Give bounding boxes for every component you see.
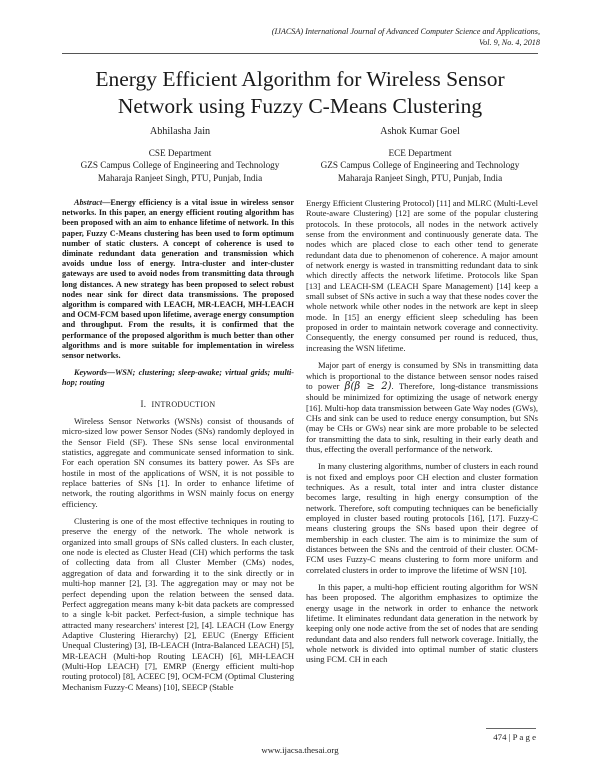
section-heading (62, 399, 294, 410)
author-block (60, 126, 540, 183)
title-line-2: Network using Fuzzy C-Means Clustering (117, 94, 483, 118)
author-1 (60, 126, 300, 184)
title-line-1: Energy Efficient Algorithm for Wireless Sensor (95, 67, 505, 91)
footer-divider (486, 728, 536, 729)
paragraph-text: . Therefore, long-distance transmissions should be minimized for optimizing the usage of network energy [16]. Multi-hop data transmission between Gate Way nodes (GWs), CHs and sink can be used to reduce energy consumption, but SNs (may be CHs or GWs) near sink are more probable to be selected for transmitting the data to sink, resulting in their early death and thus, effecting the overall performance of the network. (306, 380, 539, 454)
author-university: Maharaja Ranjeet Singh, PTU, Punjab, India (97, 172, 263, 183)
author-college: GZS Campus College of Engineering and Technology (80, 160, 280, 170)
author-college: GZS Campus College of Engineering and Technology (320, 160, 520, 170)
paragraph: Clustering is one of the most effective techniques in routing to preserve the energy of the network. The whole network is organized into small groups of SNs called clusters. In each cluster, one node is elected as Cluster Head (CH) which performs the task of collecting data from all Cluster Member (CMs) nodes, aggregation of data and forwarding it to the sink directly or in multi-hop manner [2], [3]. The aggregation may or may not be perfect depending upon the relation between the sensed data. Perfect aggregation means many k-bit data packets are compressed to a single k-bit packet. Perfect-fusion, a simple technique has attracted many researchers' interest [2], [4]. LEACH (Low Energy Adaptive Clustering Hierarchy) [2], EEUC (Energy Efficient Unequal Clustering) [3], IB-LEACH (Intra-Balanced LEACH) [5], MR-LEACH (Multi-hop Routing LEACH) [6], MH-LEACH (Multi-Hop LEACH) [7], EMRP (Energy efficient multi-hop routing protocol) [8], ACEEC [9], OCM-FCM (Optimal Clustering Mechanism Fuzzy-C Means) [10], SEECP (Stable (62, 516, 294, 692)
abstract (62, 198, 294, 361)
author-department: ECE Department (388, 147, 452, 158)
paragraph-text: Major part of energy is consumed by SNs in transmitting data which is proportional to the distance between sensor nodes raised to power (306, 360, 538, 391)
right-column (306, 198, 538, 672)
footer-url: www.ijacsa.thesai.org (261, 745, 339, 755)
abstract-text: —Energy efficiency is a vital issue in wireless sensor networks. In this paper, an energy efficient routing algorithm has been proposed with an aim to enhance lifetime of network. In this paper, Fuzzy C-Means clustering has been used to form optimum number of static clusters. A concept of coherence is used to diminate redundant data generation and transmission which avoids undue loss of energy. Intra-cluster and inter-cluster gateways are used to avoid nodes from transmitting data through long distances. A new strategy has been proposed to select robust nodes near sink for direct data transmissions. The proposed algorithm is compared with LEACH, MR-LEACH, MH-LEACH and OCM-FCM based upon lifetime, average energy consumption and throughput. From the results, it is confirmed that the performance of the proposed algorithm is much better than other algorithms and is more suitable for implementation in wireless sensor networks. (62, 198, 294, 361)
left-column (62, 198, 294, 699)
section-title: INTRODUCTION (151, 399, 216, 409)
paragraph: In this paper, a multi-hop efficient routing algorithm for WSN has been proposed. The algorithm emphasizes to optimize the energy usage in the network in order to enhance the network lifetime. It eliminates redundant data generation in the network by keeping only one node active from the set of nodes that are sending redundant data and also renders full network coverage. Initially, the whole network is divided into optimal number of static clusters using FCM. CH in each (306, 582, 538, 665)
section-number: I. (140, 398, 147, 409)
keywords: Keywords—WSN; clustering; sleep-awake; virtual grids; multi-hop; routing (62, 368, 294, 388)
author-name: Abhilasha Jain (149, 126, 211, 137)
paragraph: Energy Efficient Clustering Protocol) [11] and MLRC (Multi-Level Route-aware Clustering) [12] are some of the popular clustering protocols. In these protocols, all nodes in the network actively sense from the environment and continuously generate data. The nodes which are placed close to each other tend to generate redundant data due to phenomenon of coherence. A major amount of network energy is wasted in transmitting redundant data to sink which directly affects the network lifetime. Protocols like Span [13] and LEACH-SM (LEACH Spare Management) [14] keep a small subset of SNs active in such a way that these nodes cover the whole network while other nodes in the network are kept in sleep mode. In [15] an energy efficient sleep scheduling has been proposed in order to maintain network coverage and connectivity. Consequently, the energy consumed per round is reduced, thus, increasing the WSN lifetime. (306, 198, 538, 353)
header-divider (62, 53, 538, 54)
author-2 (300, 126, 540, 184)
paper-title (60, 66, 540, 120)
author-department: CSE Department (148, 147, 212, 158)
author-name: Ashok Kumar Goel (380, 126, 460, 137)
paragraph (306, 360, 538, 454)
math-expression: β(β ≥ 2) (344, 380, 392, 392)
author-university: Maharaja Ranjeet Singh, PTU, Punjab, India (337, 172, 503, 183)
abstract-label: Abstract (74, 198, 103, 207)
page-number: 474 | P a g e (493, 732, 536, 742)
paragraph: In many clustering algorithms, number of clusters in each round is not fixed and employs poor CH election and cluster formation techniques. As a result, total inter and intra cluster distance becomes large, resulting in high energy consumption of the network. Therefore, soft computing techniques can be beneficially employed in cluster based routing protocols [16], [17]. Fuzzy-C means clustering groups the SNs based upon their degree of membership in each cluster. The aim is to minimize the sum of distances between the SNs and the centroid of their cluster. OCM-FCM uses Fuzzy-C means clustering to form more uniform and correlated clusters in order to improve the lifetime of WSN [10]. (306, 461, 538, 575)
journal-volume: Vol. 9, No. 4, 2018 (479, 38, 540, 47)
journal-header (120, 26, 540, 48)
paragraph: Wireless Sensor Networks (WSNs) consist of thousands of micro-sized low power Sensor Nodes (SNs) randomly deployed in the Sensor Field (SF). These SNs sense local environmental statistics, aggregate and communicate sensed information to sink. For each operation SN consumes its battery power. As SFs are hostile in most of the applications of WSN, it is not possible to replace batteries of SNs [1]. In order to enhance lifetime of network, the routing algorithms in WSN mainly focus on energy efficiency. (62, 416, 294, 509)
journal-name: (IJACSA) International Journal of Advanced Computer Science and Applications, (271, 27, 540, 36)
